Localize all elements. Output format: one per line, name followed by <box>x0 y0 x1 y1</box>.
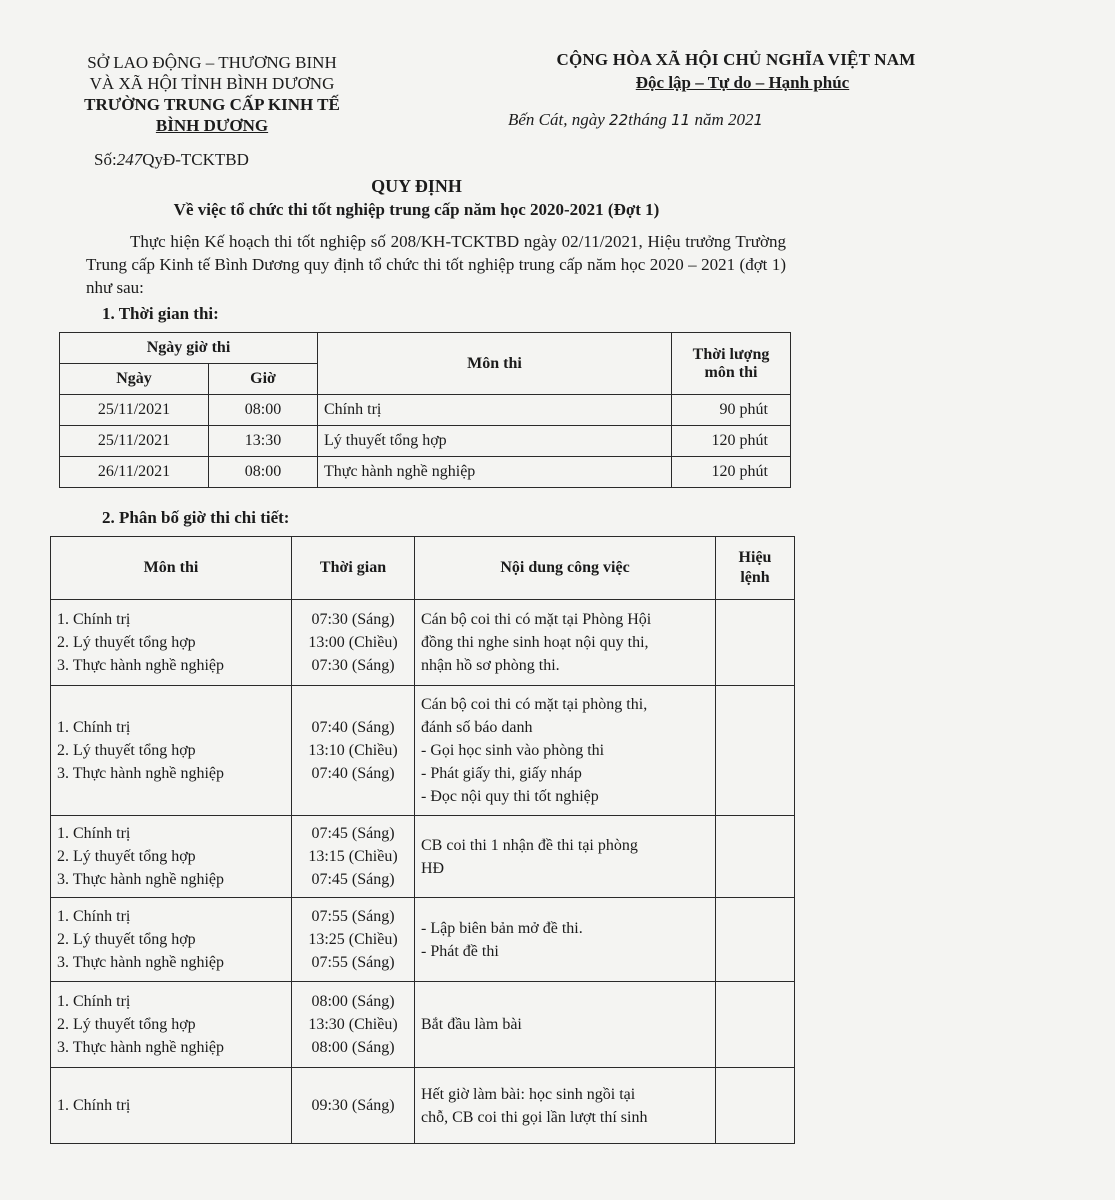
subjects-line: 3. Thực hành nghề nghiệp <box>57 765 225 782</box>
subjects-line: 1. Chính trị <box>57 908 131 925</box>
cell-times <box>292 1068 415 1144</box>
cell-duration: 90 phút <box>672 395 791 426</box>
subjects-line: 2. Lý thuyết tổng hợp <box>57 848 196 865</box>
cell-date: 25/11/2021 <box>60 395 209 426</box>
table-row <box>51 1068 795 1144</box>
content-line: HĐ <box>421 859 445 877</box>
times-line: 07:30 (Sáng) <box>311 657 395 674</box>
header-exam-datetime: Ngày giờ thi <box>60 333 318 364</box>
cell-times <box>292 982 415 1068</box>
times-line: 07:40 (Sáng) <box>311 765 395 782</box>
header-content: Nội dung công việc <box>415 537 716 600</box>
cell-signal <box>716 1068 795 1144</box>
times-line: 08:00 (Sáng) <box>311 993 395 1010</box>
content-line: - Gọi học sinh vào phòng thi <box>421 742 605 759</box>
cell-duration: 120 phút <box>672 426 791 457</box>
cell-content <box>415 898 716 982</box>
org-line-1: SỞ LAO ĐỘNG – THƯƠNG BINH <box>87 53 337 72</box>
cell-subject: Thực hành nghề nghiệp <box>318 457 672 488</box>
cell-signal <box>716 600 795 686</box>
content-line: Bắt đầu làm bài <box>421 1016 522 1033</box>
national-header <box>370 50 916 93</box>
content-line: - Đọc nội quy thi tốt nghiệp <box>421 788 599 805</box>
handwritten-month: 11 <box>671 111 691 129</box>
table-row <box>51 982 795 1068</box>
times-line: 09:30 (Sáng) <box>311 1097 395 1114</box>
subjects-line: 1. Chính trị <box>57 1097 131 1114</box>
subjects-line: 1. Chính trị <box>57 993 131 1010</box>
cell-times <box>292 898 415 982</box>
handwritten-day: 22 <box>609 111 629 129</box>
section-1-heading: 1. Thời gian thi: <box>102 304 219 323</box>
times-line: 07:30 (Sáng) <box>311 611 395 628</box>
table-row <box>51 816 795 898</box>
header-date: Ngày <box>60 364 209 395</box>
cell-date: 25/11/2021 <box>60 426 209 457</box>
subjects-line: 3. Thực hành nghề nghiệp <box>57 954 225 971</box>
table-row <box>51 898 795 982</box>
cell-content <box>415 1068 716 1144</box>
times-line: 13:25 (Chiều) <box>308 931 398 948</box>
content-line: - Phát đề thi <box>421 942 499 960</box>
intro-paragraph: Thực hiện Kế hoạch thi tốt nghiệp số 208/KH-TCKTBD ngày 02/11/2021, Hiệu trưởng Trường Trung cấp Kinh tế Bình Dương quy định tổ chức thi tốt nghiệp trung cấp năm học 2020 – 2021 (đợt 1) như sau: <box>86 232 786 297</box>
exam-schedule-table <box>59 332 791 488</box>
cell-duration: 120 phút <box>672 457 791 488</box>
subjects-line: 1. Chính trị <box>57 825 131 842</box>
cell-subjects <box>51 1068 292 1144</box>
cell-subject: Lý thuyết tổng hợp <box>318 426 672 457</box>
times-line: 13:15 (Chiều) <box>308 848 398 865</box>
cell-subjects <box>51 898 292 982</box>
header-subject: Môn thi <box>318 333 672 395</box>
times-line: 07:40 (Sáng) <box>311 719 395 736</box>
times-line: 07:45 (Sáng) <box>311 825 395 842</box>
cell-time: 08:00 <box>209 457 318 488</box>
times-line: 08:00 (Sáng) <box>311 1039 395 1056</box>
cell-content <box>415 982 716 1068</box>
times-line: 07:45 (Sáng) <box>311 871 395 888</box>
national-motto: Độc lập – Tự do – Hạnh phúc <box>635 73 850 92</box>
cell-content <box>415 816 716 898</box>
content-line: - Phát giấy thi, giấy nháp <box>421 765 582 782</box>
header-time: Thời gian <box>292 537 415 600</box>
cell-date: 26/11/2021 <box>60 457 209 488</box>
cell-subjects <box>51 982 292 1068</box>
subjects-line: 3. Thực hành nghề nghiệp <box>57 657 225 674</box>
times-line: 13:00 (Chiều) <box>308 634 398 651</box>
times-line: 13:10 (Chiều) <box>308 742 398 759</box>
content-line: nhận hồ sơ phòng thi. <box>421 657 560 674</box>
table-row <box>51 686 795 816</box>
nation-name: CỘNG HÒA XÃ HỘI CHỦ NGHĨA VIỆT NAM <box>556 50 916 69</box>
header-subject: Môn thi <box>51 537 292 600</box>
content-line: Cán bộ coi thi có mặt tại phòng thi, <box>421 696 648 713</box>
content-line: - Lập biên bản mở đề thi. <box>421 919 583 937</box>
cell-signal <box>716 898 795 982</box>
table-row <box>60 457 791 488</box>
table-row <box>60 426 791 457</box>
times-line: 07:55 (Sáng) <box>311 908 395 925</box>
cell-signal <box>716 816 795 898</box>
content-line: đồng thi nghe sinh hoạt nội quy thi, <box>421 634 649 651</box>
subjects-line: 2. Lý thuyết tổng hợp <box>57 1016 196 1033</box>
content-line: CB coi thi 1 nhận đề thi tại phòng <box>421 836 638 854</box>
detail-schedule-table <box>50 536 795 1144</box>
document-title: QUY ĐỊNH <box>371 176 462 196</box>
cell-times <box>292 816 415 898</box>
content-line: đánh số báo danh <box>421 719 533 736</box>
document-number: Số:247QyĐ-TCKTBD <box>94 150 249 169</box>
subjects-line: 3. Thực hành nghề nghiệp <box>57 1039 225 1056</box>
org-line-2: VÀ XÃ HỘI TỈNH BÌNH DƯƠNG <box>89 74 335 93</box>
content-line: chỗ, CB coi thi gọi lần lượt thí sinh <box>421 1108 648 1126</box>
subjects-line: 2. Lý thuyết tổng hợp <box>57 742 196 759</box>
cell-subject: Chính trị <box>318 395 672 426</box>
subjects-line: 1. Chính trị <box>57 611 131 628</box>
content-line: Hết giờ làm bài: học sinh ngồi tại <box>421 1085 636 1103</box>
cell-time: 13:30 <box>209 426 318 457</box>
cell-time: 08:00 <box>209 395 318 426</box>
cell-times <box>292 600 415 686</box>
handwritten-number: 247 <box>116 150 143 169</box>
subjects-line: 2. Lý thuyết tổng hợp <box>57 634 196 651</box>
school-line-1: TRƯỜNG TRUNG CẤP KINH TẾ <box>84 95 340 114</box>
cell-subjects <box>51 816 292 898</box>
header-duration: Thời lượng môn thi <box>672 333 791 395</box>
cell-signal <box>716 982 795 1068</box>
table-row <box>60 395 791 426</box>
handwritten-year-digit: 1 <box>753 111 764 129</box>
header-signal: Hiệu lệnh <box>716 537 795 600</box>
issuing-org <box>62 52 362 136</box>
subjects-line: 1. Chính trị <box>57 719 131 736</box>
content-line: Cán bộ coi thi có mặt tại Phòng Hội <box>421 611 652 628</box>
cell-content <box>415 600 716 686</box>
cell-signal <box>716 686 795 816</box>
subjects-line: 3. Thực hành nghề nghiệp <box>57 871 225 888</box>
section-2-heading: 2. Phân bố giờ thi chi tiết: <box>102 508 290 527</box>
times-line: 13:30 (Chiều) <box>308 1016 398 1033</box>
subjects-line: 2. Lý thuyết tổng hợp <box>57 931 196 948</box>
cell-content <box>415 686 716 816</box>
cell-times <box>292 686 415 816</box>
cell-subjects <box>51 600 292 686</box>
cell-subjects <box>51 686 292 816</box>
school-line-2: BÌNH DƯƠNG <box>155 116 269 135</box>
header-time: Giờ <box>209 364 318 395</box>
issue-date: Bến Cát, ngày 22tháng 11 năm 2021 <box>508 110 764 129</box>
document-subtitle: Về việc tổ chức thi tốt nghiệp trung cấp năm học 2020-2021 (Đợt 1) <box>173 200 660 219</box>
times-line: 07:55 (Sáng) <box>311 954 395 971</box>
table-row <box>51 600 795 686</box>
